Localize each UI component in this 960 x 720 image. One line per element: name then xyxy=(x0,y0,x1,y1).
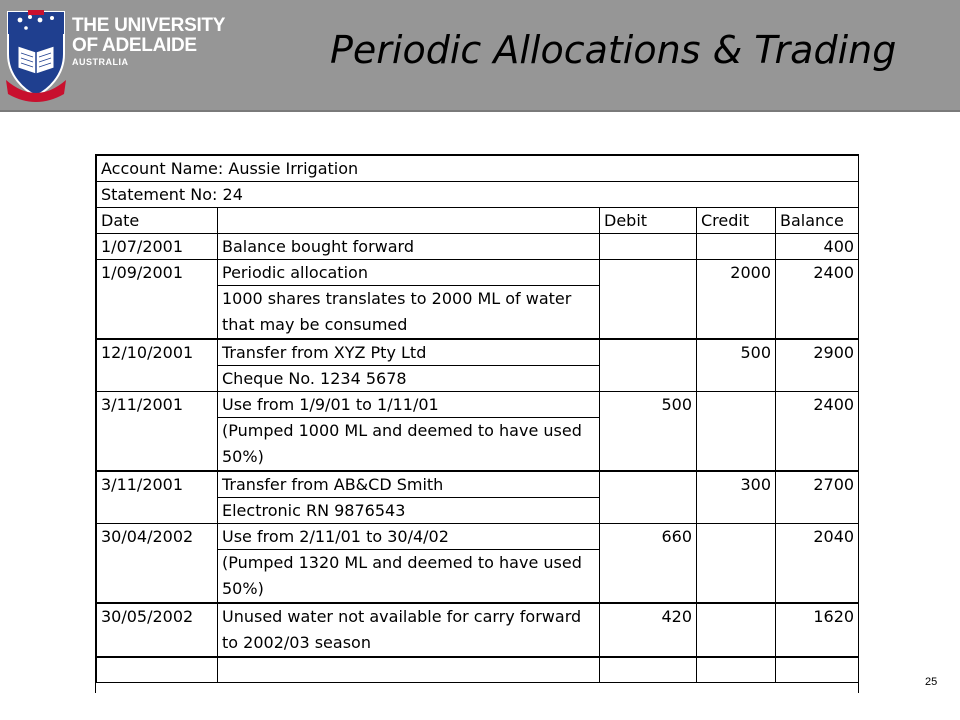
table-row xyxy=(97,234,859,260)
entry-date: 1/07/2001 xyxy=(97,234,218,260)
entry-description-detail: Electronic RN 9876543 xyxy=(218,498,600,524)
entry-credit: 2000 xyxy=(697,260,776,340)
column-header-date: Date xyxy=(97,208,218,234)
empty-cell xyxy=(218,657,600,683)
entry-balance: 2040 xyxy=(776,524,859,604)
table-row xyxy=(97,392,859,418)
entry-credit xyxy=(697,524,776,604)
entry-debit: 500 xyxy=(600,392,697,472)
page-number: 25 xyxy=(925,676,938,688)
university-name-line2: OF ADELAIDE xyxy=(72,35,197,56)
empty-cell xyxy=(776,657,859,683)
university-name-line1: THE UNIVERSITY xyxy=(72,15,226,36)
entry-date: 30/05/2002 xyxy=(97,603,218,657)
entry-description: Use from 2/11/01 to 30/4/02 xyxy=(218,524,600,550)
entry-debit xyxy=(600,339,697,392)
entry-credit xyxy=(697,392,776,472)
table-row xyxy=(97,339,859,366)
entry-credit: 500 xyxy=(697,339,776,392)
university-crest-icon xyxy=(4,6,68,102)
slide-header xyxy=(0,0,960,110)
table-row-empty xyxy=(97,657,859,683)
entry-balance: 2400 xyxy=(776,260,859,340)
column-header-balance: Balance xyxy=(776,208,859,234)
slide-title: Periodic Allocations & Trading xyxy=(330,28,897,72)
entry-description-detail: (Pumped 1320 ML and deemed to have used 50%) xyxy=(218,550,600,604)
university-name xyxy=(72,16,225,67)
entry-debit xyxy=(600,234,697,260)
entry-debit xyxy=(600,260,697,340)
entry-description-detail: Cheque No. 1234 5678 xyxy=(218,366,600,392)
entry-debit xyxy=(600,471,697,524)
entry-credit xyxy=(697,603,776,657)
column-header-credit: Credit xyxy=(697,208,776,234)
empty-cell xyxy=(697,657,776,683)
entry-balance: 2700 xyxy=(776,471,859,524)
table-row xyxy=(97,524,859,550)
table-row xyxy=(97,260,859,286)
table-header-row xyxy=(97,208,859,234)
entry-balance: 1620 xyxy=(776,603,859,657)
entry-credit xyxy=(697,234,776,260)
entry-date: 3/11/2001 xyxy=(97,471,218,524)
entry-date: 3/11/2001 xyxy=(97,392,218,472)
entry-description: Transfer from AB&CD Smith xyxy=(218,471,600,498)
empty-cell xyxy=(600,657,697,683)
entry-date: 30/04/2002 xyxy=(97,524,218,604)
entry-description: Periodic allocation xyxy=(218,260,600,286)
entry-description: Unused water not available for carry forward to 2002/03 season xyxy=(218,603,600,657)
column-header-debit: Debit xyxy=(600,208,697,234)
entry-date: 12/10/2001 xyxy=(97,339,218,392)
entry-description: Transfer from XYZ Pty Ltd xyxy=(218,339,600,366)
entry-date: 1/09/2001 xyxy=(97,260,218,340)
statement-number: Statement No: 24 xyxy=(97,182,859,208)
entry-debit: 420 xyxy=(600,603,697,657)
entry-description-detail: (Pumped 1000 ML and deemed to have used 50%) xyxy=(218,418,600,472)
entry-description-detail: 1000 shares translates to 2000 ML of water that may be consumed xyxy=(218,286,600,340)
entry-description: Balance bought forward xyxy=(218,234,600,260)
entry-balance: 2400 xyxy=(776,392,859,472)
entry-balance: 2900 xyxy=(776,339,859,392)
university-name-line3: AUSTRALIA xyxy=(72,57,129,67)
header-divider xyxy=(0,110,960,112)
account-name: Account Name: Aussie Irrigation xyxy=(97,156,859,182)
entry-balance: 400 xyxy=(776,234,859,260)
table-row xyxy=(97,471,859,498)
column-header-description xyxy=(218,208,600,234)
entry-credit: 300 xyxy=(697,471,776,524)
empty-cell xyxy=(97,657,218,683)
entry-description: Use from 1/9/01 to 1/11/01 xyxy=(218,392,600,418)
account-statement-table xyxy=(95,154,859,693)
table-row xyxy=(97,603,859,657)
entry-debit: 660 xyxy=(600,524,697,604)
